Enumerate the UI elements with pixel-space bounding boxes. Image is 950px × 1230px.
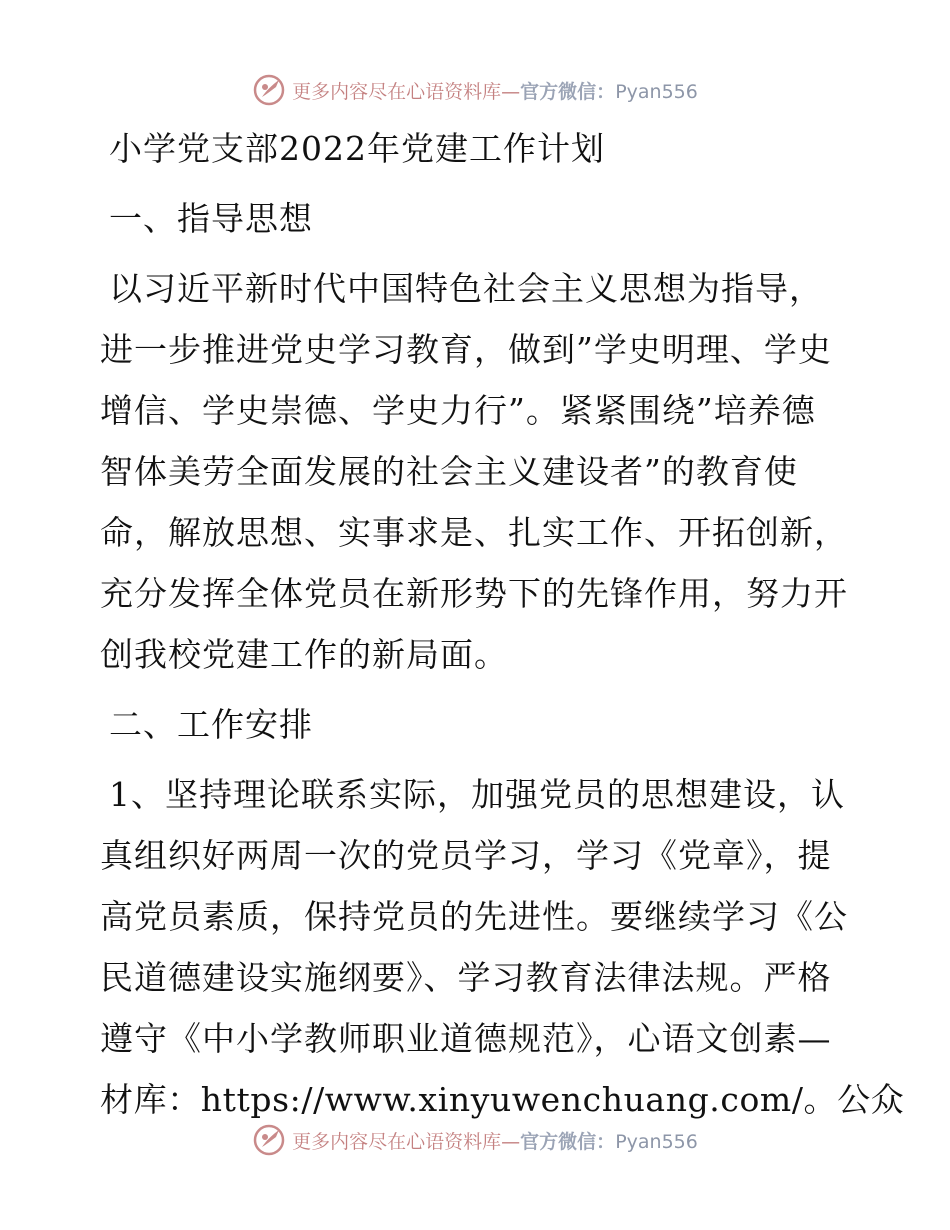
paragraph-line: 材库：https://www.xinyuwenchuang.com/。公众 xyxy=(100,1080,905,1119)
watermark-dash: — xyxy=(501,1130,521,1153)
footer-watermark xyxy=(0,1120,950,1160)
watermark-brand: 更多内容尽在心语资料库 xyxy=(292,1130,502,1153)
paragraph-line: 充分发挥全体党员在新形势下的先锋作用，努力开 xyxy=(100,574,848,613)
watermark-wechat-label: 官方微信： xyxy=(520,80,616,103)
paragraph-line: 1、坚持理论联系实际，加强党员的思想建设，认 xyxy=(109,775,845,814)
paragraph-line: 遵守《中小学教师职业道德规范》，心语文创素— xyxy=(100,1019,832,1058)
document-body xyxy=(100,118,905,1130)
watermark-wechat-id: Pyan556 xyxy=(615,80,698,103)
header-watermark xyxy=(0,70,950,110)
paragraph-line: 创我校党建工作的新局面。 xyxy=(100,635,508,674)
quill-seal-icon xyxy=(252,1123,286,1157)
watermark-text xyxy=(292,77,698,104)
watermark-text xyxy=(292,1127,698,1154)
paragraph-line: 以习近平新时代中国特色社会主义思想为指导， xyxy=(109,269,823,308)
paragraph-line: 进一步推进党史学习教育，做到”学史明理、学史 xyxy=(100,330,832,369)
watermark-wechat-label: 官方微信： xyxy=(520,1130,616,1153)
paragraph-line: 高党员素质，保持党员的先进性。要继续学习《公 xyxy=(100,897,848,936)
watermark-brand: 更多内容尽在心语资料库 xyxy=(292,80,502,103)
section2-heading: 二、工作安排 xyxy=(109,705,313,744)
document-title: 小学党支部2022年党建工作计划 xyxy=(109,129,605,168)
quill-seal-icon xyxy=(252,73,286,107)
paragraph-line: 增信、学史崇德、学史力行”。紧紧围绕”培养德 xyxy=(100,391,816,430)
paragraph-line: 智体美劳全面发展的社会主义建设者”的教育使 xyxy=(100,452,798,491)
paragraph-line: 民道德建设实施纲要》、学习教育法律法规。严格 xyxy=(100,958,832,997)
paragraph-line: 命，解放思想、实事求是、扎实工作、开拓创新， xyxy=(100,513,848,552)
watermark-wechat-id: Pyan556 xyxy=(615,1130,698,1153)
paragraph-line: 真组织好两周一次的党员学习，学习《党章》，提 xyxy=(100,836,832,875)
section1-heading: 一、指导思想 xyxy=(109,199,313,238)
watermark-dash: — xyxy=(501,80,521,103)
